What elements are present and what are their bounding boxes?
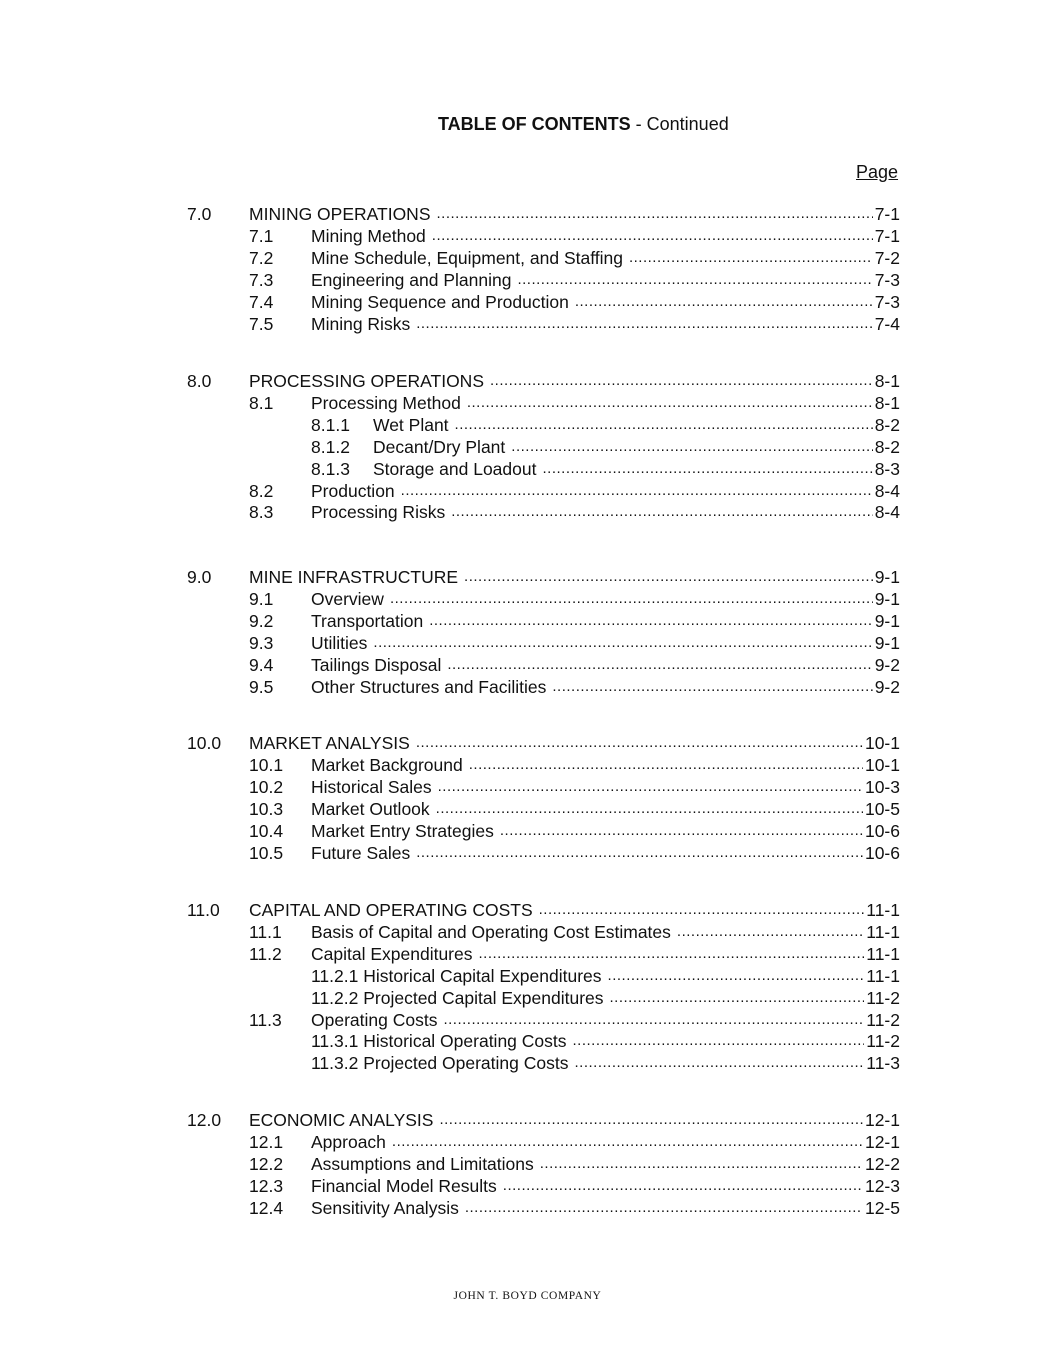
dot-leader [436,798,863,820]
entry-title: Decant/Dry Plant [373,436,506,457]
dot-leader [416,313,873,335]
entry-page: 11-1 [866,900,900,920]
toc-item-entry[interactable] [249,654,900,676]
entry-number: 7.1 [249,225,274,246]
entry-title-text: Projected Operating Costs [363,1053,569,1074]
title-main: TABLE OF CONTENTS [438,114,631,134]
entry-page: 8-4 [874,502,900,523]
entry-leader [311,654,900,676]
dot-leader [447,654,872,676]
entry-title: PROCESSING OPERATIONS [249,371,484,391]
dot-leader [438,776,863,798]
dot-leader [503,1175,863,1197]
toc-item-entry[interactable] [249,1175,900,1197]
entry-page: 10-5 [864,798,900,819]
entry-number: 11.2.1 [311,965,359,986]
entry-leader [373,436,900,458]
entry-page: 11-3 [866,1053,900,1074]
entry-leader [373,414,900,436]
toc-item-entry[interactable] [249,1131,900,1153]
entry-page: 10-1 [864,733,900,753]
entry-title: Mining Method [311,225,426,246]
entry-title: Transportation [311,610,424,631]
entry-title: ECONOMIC ANALYSIS [249,1110,434,1130]
entry-number: 7.4 [249,291,274,312]
entry-title: Processing Method [311,392,461,413]
entry-number: 10.5 [249,842,284,863]
toc-item-entry[interactable] [249,1009,900,1031]
entry-leader [311,798,900,820]
entry-title [311,987,610,1009]
entry-page: 11-2 [866,1031,900,1052]
entry-title: Engineering and Planning [311,269,512,290]
entry-title: Overview [311,588,384,609]
entry-page: 8-1 [874,392,900,413]
entry-number: 11.2.2 [311,987,359,1008]
dot-leader [455,414,873,436]
toc-item-entry[interactable] [249,943,900,965]
entry-title-text: Projected Capital Expenditures [363,987,604,1008]
entry-leader [311,632,900,654]
toc-item-entry[interactable] [249,632,900,654]
entry-leader [311,1153,900,1175]
entry-number: 10.2 [249,776,284,797]
entry-number: 8.2 [249,480,274,501]
entry-title: Storage and Loadout [373,458,537,479]
entry-page: 10-6 [864,842,900,863]
entry-leader [311,1030,900,1052]
dot-leader [610,987,865,1009]
entry-page: 7-1 [874,225,900,246]
entry-leader [373,458,900,480]
toc-item-entry[interactable] [249,842,900,864]
dot-leader [573,1030,865,1052]
entry-number: 12.4 [249,1197,284,1218]
entry-leader [311,247,900,269]
entry-page: 12-5 [864,1197,900,1218]
entry-page: 11-1 [866,943,900,964]
toc-subsection-entry[interactable] [311,965,900,987]
entry-page: 9-1 [874,610,900,631]
entry-leader [311,313,900,335]
entry-number: 12.1 [249,1131,284,1152]
entry-leader [311,676,900,698]
dot-leader [465,1197,863,1219]
toc-section-entry[interactable] [187,1109,900,1131]
toc-item-entry[interactable] [249,269,900,291]
entry-leader [249,732,900,754]
entry-page: 7-3 [874,291,900,312]
entry-number: 7.5 [249,313,274,334]
entry-leader [311,291,900,313]
dot-leader [390,588,873,610]
entry-page: 10-6 [864,820,900,841]
toc-item-entry[interactable] [249,1197,900,1219]
entry-title: Approach [311,1131,386,1152]
entry-number: 8.3 [249,502,274,523]
entry-number: 11.1 [249,921,282,942]
dot-leader [439,1109,863,1131]
entry-title: Processing Risks [311,502,446,523]
entry-leader [311,965,900,987]
toc-section-entry[interactable] [187,566,900,588]
dot-leader [478,943,864,965]
toc-subsection-entry[interactable] [311,414,900,436]
entry-number: 11.3.2 [311,1053,359,1074]
entry-number: 11.2 [249,943,282,964]
dot-leader [677,921,864,943]
entry-leader [311,1131,900,1153]
entry-leader [249,1109,900,1131]
entry-title: Tailings Disposal [311,654,442,675]
dot-leader [608,965,865,987]
entry-title: Mine Schedule, Equipment, and Staffing [311,247,623,268]
toc-item-entry[interactable] [249,610,900,632]
entry-page: 7-3 [874,269,900,290]
dot-leader [464,566,873,588]
entry-leader [311,820,900,842]
entry-leader [311,269,900,291]
entry-number: 9.4 [249,654,274,675]
entry-leader [311,987,900,1009]
entry-number: 11.3 [249,1009,282,1030]
entry-number: 12.3 [249,1175,284,1196]
entry-page: 11-2 [866,1009,900,1030]
dot-leader [392,1131,863,1153]
dot-leader [451,501,872,523]
entry-title: Basis of Capital and Operating Cost Estimates [311,921,671,942]
entry-title: Capital Expenditures [311,943,473,964]
entry-page: 11-1 [866,965,900,986]
dot-leader [373,632,872,654]
entry-number: 10.1 [249,754,284,775]
entry-number: 9.2 [249,610,274,631]
toc-section-entry[interactable] [187,899,900,921]
dot-leader [540,1153,863,1175]
entry-number: 7.3 [249,269,274,290]
toc-item-entry[interactable] [249,392,900,414]
toc-item-entry[interactable] [249,501,900,523]
entry-page: 9-2 [874,676,900,697]
dot-leader [629,247,873,269]
entry-leader [311,776,900,798]
toc-item-entry[interactable] [249,776,900,798]
toc-section-entry[interactable] [187,203,900,225]
entry-title: Market Background [311,754,463,775]
toc-subsection-entry[interactable] [311,436,900,458]
toc-item-entry[interactable] [249,480,900,502]
dot-leader [416,732,863,754]
entry-title: MARKET ANALYSIS [249,733,410,753]
entry-number: 8.1 [249,392,274,413]
toc-item-entry[interactable] [249,247,900,269]
entry-leader [311,501,900,523]
toc-item-entry[interactable] [249,225,900,247]
entry-page: 11-2 [866,987,900,1008]
dot-leader [443,1009,864,1031]
dot-leader [517,269,872,291]
entry-title: Other Structures and Facilities [311,676,547,697]
toc-subsection-entry[interactable] [311,1052,900,1074]
toc-item-entry[interactable] [249,820,900,842]
entry-leader [311,842,900,864]
dot-leader [500,820,863,842]
entry-title: Operating Costs [311,1009,438,1030]
toc-subsection-entry[interactable] [311,987,900,1009]
entry-title: Production [311,480,395,501]
toc-subsection-entry[interactable] [311,458,900,480]
entry-number: 10.4 [249,820,284,841]
entry-title [311,1052,574,1074]
title-suffix: - Continued [630,114,729,134]
entry-number: 11.0 [187,900,220,920]
entry-page: 12-2 [864,1153,900,1174]
toc-item-entry[interactable] [249,676,900,698]
entry-number: 8.0 [187,371,212,391]
entry-number: 8.1.1 [311,414,350,435]
entry-page: 10-1 [864,754,900,775]
dot-leader [429,610,873,632]
entry-title [311,965,608,987]
dot-leader [539,899,865,921]
entry-leader [249,370,900,392]
entry-page: 8-2 [874,436,900,457]
entry-page: 12-3 [864,1175,900,1196]
dot-leader [416,842,863,864]
entry-title: Financial Model Results [311,1175,497,1196]
entry-number: 12.0 [187,1110,222,1130]
entry-number: 8.1.2 [311,436,350,457]
entry-leader [249,203,900,225]
entry-page: 8-3 [874,458,900,479]
entry-leader [311,1197,900,1219]
entry-page: 8-4 [874,480,900,501]
entry-title: MINE INFRASTRUCTURE [249,567,459,587]
entry-leader [311,392,900,414]
entry-leader [311,1009,900,1031]
dot-leader [401,480,873,502]
toc-item-entry[interactable] [249,798,900,820]
entry-number: 9.0 [187,567,212,587]
entry-number: 10.3 [249,798,284,819]
entry-page: 10-3 [864,776,900,797]
toc-item-entry[interactable] [249,754,900,776]
toc-item-entry[interactable] [249,588,900,610]
entry-title: Historical Sales [311,776,432,797]
dot-leader [490,370,873,392]
entry-title: Future Sales [311,842,411,863]
toc-item-entry[interactable] [249,1153,900,1175]
entry-title: CAPITAL AND OPERATING COSTS [249,900,533,920]
entry-title: Utilities [311,632,368,653]
entry-number: 9.5 [249,676,274,697]
entry-page: 12-1 [864,1110,900,1130]
dot-leader [511,436,872,458]
entry-title: MINING OPERATIONS [249,204,431,224]
entry-page: 9-2 [874,654,900,675]
entry-number: 11.3.1 [311,1031,359,1052]
entry-number: 7.0 [187,204,212,224]
dot-leader [552,676,872,698]
toc-item-entry[interactable] [249,291,900,313]
entry-leader [311,225,900,247]
dot-leader [437,203,873,225]
entry-title: Wet Plant [373,414,449,435]
entry-leader [311,1175,900,1197]
toc-item-entry[interactable] [249,921,900,943]
entry-title: Assumptions and Limitations [311,1153,534,1174]
entry-leader [311,754,900,776]
entry-title: Mining Sequence and Production [311,291,569,312]
entry-page: 7-4 [874,313,900,334]
entry-title: Sensitivity Analysis [311,1197,459,1218]
entry-page: 7-1 [874,204,900,224]
entry-title [311,1030,573,1052]
entry-number: 9.3 [249,632,274,653]
page-column-header: Page [856,162,899,182]
dot-leader [574,1052,864,1074]
entry-number: 8.1.3 [311,458,350,479]
entry-page: 8-2 [874,414,900,435]
entry-number: 7.2 [249,247,274,268]
dot-leader [542,458,872,480]
toc-section-entry[interactable] [187,732,900,754]
dot-leader [575,291,873,313]
entry-leader [311,480,900,502]
toc-item-entry[interactable] [249,313,900,335]
toc-section-entry[interactable] [187,370,900,392]
entry-page: 9-1 [874,588,900,609]
entry-leader [311,921,900,943]
dot-leader [469,754,863,776]
entry-number: 9.1 [249,588,274,609]
entry-leader [311,588,900,610]
entry-page: 7-2 [874,247,900,268]
entry-number: 10.0 [187,733,222,753]
entry-page: 11-1 [866,921,900,942]
entry-page: 9-1 [874,567,900,587]
entry-number: 12.2 [249,1153,284,1174]
entry-title-text: Historical Capital Expenditures [363,965,602,986]
footer-company: JOHN T. BOYD COMPANY [453,1290,602,1302]
entry-leader [249,899,900,921]
entry-page: 12-1 [864,1131,900,1152]
entry-leader [311,610,900,632]
entry-page: 8-1 [874,371,900,391]
toc-subsection-entry[interactable] [311,1030,900,1052]
dot-leader [432,225,873,247]
entry-leader [311,943,900,965]
entry-page: 9-1 [874,632,900,653]
entry-leader [311,1052,900,1074]
entry-title-text: Historical Operating Costs [363,1031,567,1052]
dot-leader [467,392,873,414]
entry-title: Mining Risks [311,313,411,334]
entry-title: Market Outlook [311,798,430,819]
entry-title: Market Entry Strategies [311,820,494,841]
page-title [438,114,729,135]
entry-leader [249,566,900,588]
